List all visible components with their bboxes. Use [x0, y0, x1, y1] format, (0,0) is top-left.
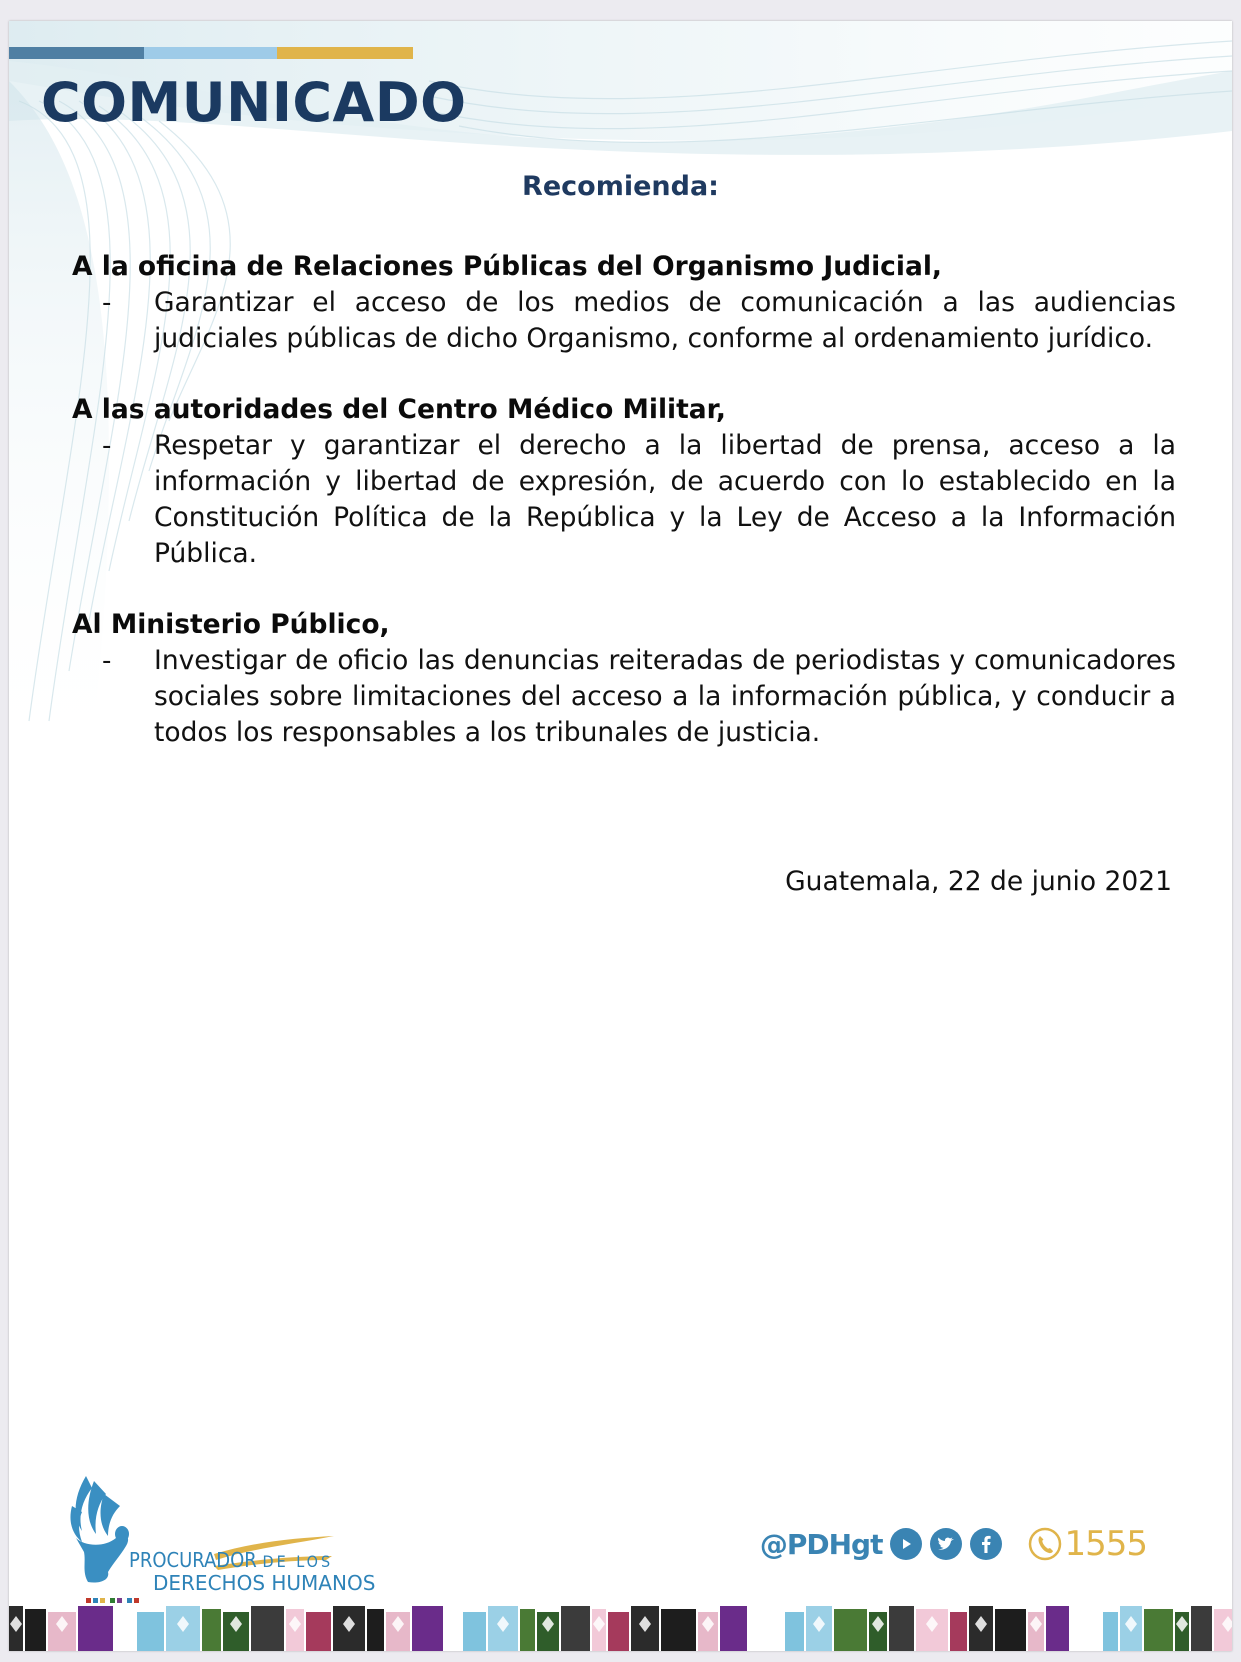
recommendations — [72, 249, 1176, 786]
pdh-logo-icon — [64, 1476, 364, 1616]
twitter-icon — [930, 1528, 962, 1560]
list-item — [72, 285, 1176, 357]
page-title: COMUNICADO — [41, 71, 467, 134]
recipient-heading: A las autoridades del Centro Médico Militar, — [72, 394, 726, 425]
recommendation-section — [72, 392, 1176, 572]
org-name-line1 — [129, 1548, 333, 1572]
org-name-procurador: PROCURADOR — [129, 1548, 257, 1572]
header-color-bars — [9, 47, 413, 59]
recipient-heading: A la oficina de Relaciones Públicas del Organismo Judicial, — [72, 251, 942, 282]
recommendation-text: Respetar y garantizar el derecho a la libertad de prensa, acceso a la información y libertad de expresión, de acuerdo con lo establecido en la Constitución Política de la República y la Ley de Acceso a la Información Pública. — [154, 430, 1176, 569]
list-item — [72, 428, 1176, 572]
facebook-icon — [970, 1528, 1002, 1560]
youtube-icon — [890, 1528, 922, 1560]
recommendation-section — [72, 249, 1176, 357]
place-date: Guatemala, 22 de junio 2021 — [785, 866, 1172, 897]
phone-icon — [1028, 1527, 1062, 1561]
recipient-heading: Al Ministerio Público, — [72, 609, 390, 640]
hotline-number: 1555 — [1064, 1524, 1147, 1564]
bullet-dash: - — [102, 431, 112, 461]
section-heading: Recomienda: — [522, 171, 719, 202]
org-name-line2: DERECHOS HUMANOS — [153, 1571, 376, 1595]
org-name-de-los: DE LOS — [262, 1552, 334, 1571]
recommendation-text: Garantizar el acceso de los medios de comunicación a las audiencias judiciales públicas de dicho Organismo, conforme al ordenamiento jurídico. — [154, 287, 1176, 354]
document-page — [9, 21, 1232, 1651]
list-item — [72, 643, 1176, 751]
social-bar — [760, 1524, 1147, 1564]
textile-border — [9, 1606, 1232, 1651]
bullet-dash: - — [102, 288, 112, 318]
social-handle: @PDHgt — [759, 1527, 883, 1561]
bullet-dash: - — [102, 646, 112, 676]
recommendation-section — [72, 607, 1176, 751]
recommendation-text: Investigar de oficio las denuncias reiteradas de periodistas y comunicadores sociales sobre limitaciones del acceso a la información pública, y conducir a todos los responsables a los tribunales de justicia. — [154, 645, 1176, 748]
